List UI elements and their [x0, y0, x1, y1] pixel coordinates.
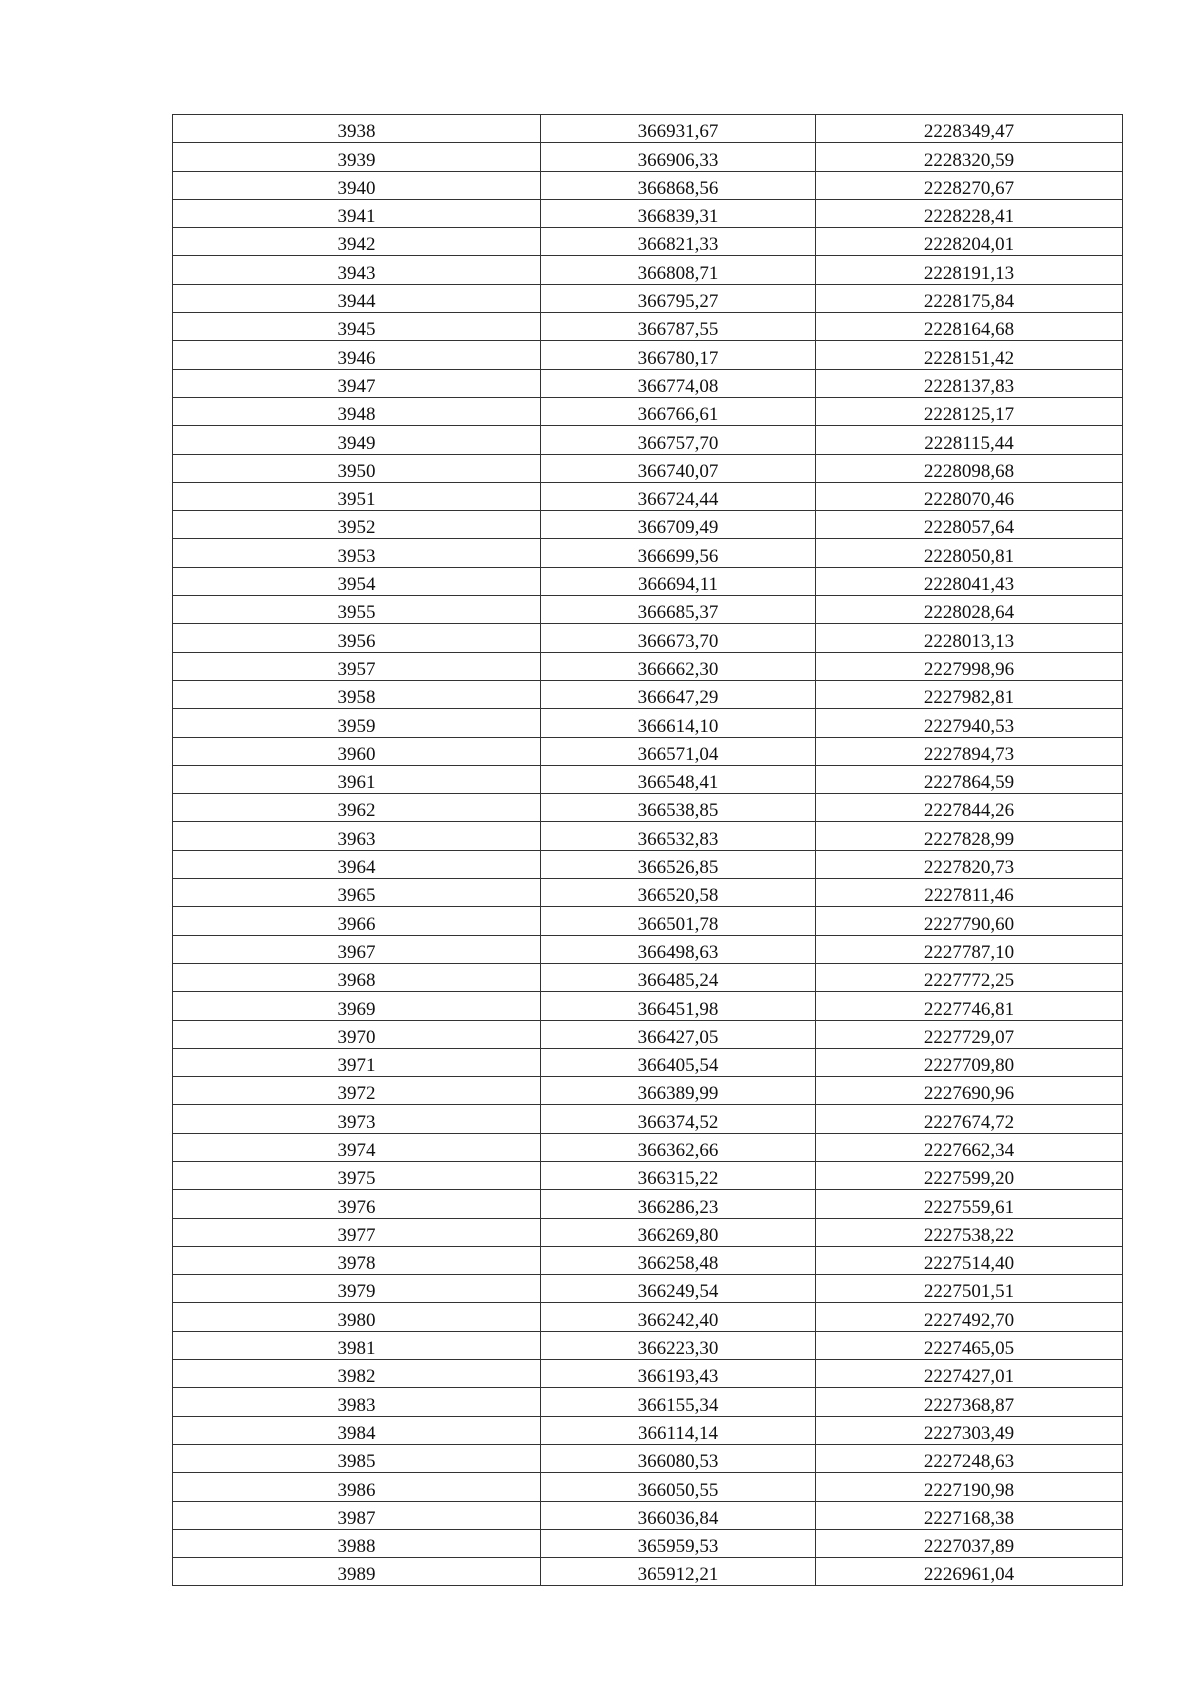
table-row	[173, 143, 1123, 171]
table-row	[173, 1275, 1123, 1303]
point-number-cell: 3984	[173, 1416, 541, 1444]
table-row	[173, 1303, 1123, 1331]
point-number-cell: 3950	[173, 454, 541, 482]
x-coordinate-cell: 366315,22	[541, 1161, 816, 1189]
table-row	[173, 1416, 1123, 1444]
table-row	[173, 596, 1123, 624]
table-row	[173, 1388, 1123, 1416]
x-coordinate-cell: 366774,08	[541, 369, 816, 397]
point-number-cell: 3981	[173, 1331, 541, 1359]
y-coordinate-cell: 2227998,96	[816, 652, 1123, 680]
y-coordinate-cell: 2227037,89	[816, 1529, 1123, 1557]
x-coordinate-cell: 366647,29	[541, 680, 816, 708]
point-number-cell: 3941	[173, 199, 541, 227]
x-coordinate-cell: 366694,11	[541, 567, 816, 595]
table-row	[173, 1105, 1123, 1133]
y-coordinate-cell: 2227690,96	[816, 1077, 1123, 1105]
y-coordinate-cell: 2228137,83	[816, 369, 1123, 397]
x-coordinate-cell: 366839,31	[541, 199, 816, 227]
x-coordinate-cell: 366724,44	[541, 482, 816, 510]
table-row	[173, 482, 1123, 510]
x-coordinate-cell: 366868,56	[541, 171, 816, 199]
point-number-cell: 3940	[173, 171, 541, 199]
point-number-cell: 3960	[173, 737, 541, 765]
y-coordinate-cell: 2228028,64	[816, 596, 1123, 624]
y-coordinate-cell: 2227168,38	[816, 1501, 1123, 1529]
coordinates-table-body	[173, 115, 1123, 1586]
table-row	[173, 794, 1123, 822]
table-row	[173, 850, 1123, 878]
table-row	[173, 171, 1123, 199]
x-coordinate-cell: 366808,71	[541, 256, 816, 284]
y-coordinate-cell: 2227368,87	[816, 1388, 1123, 1416]
table-row	[173, 1246, 1123, 1274]
x-coordinate-cell: 366532,83	[541, 822, 816, 850]
point-number-cell: 3957	[173, 652, 541, 680]
table-row	[173, 907, 1123, 935]
y-coordinate-cell: 2227828,99	[816, 822, 1123, 850]
x-coordinate-cell: 366427,05	[541, 1020, 816, 1048]
x-coordinate-cell: 366526,85	[541, 850, 816, 878]
x-coordinate-cell: 366242,40	[541, 1303, 816, 1331]
table-row	[173, 1331, 1123, 1359]
x-coordinate-cell: 366389,99	[541, 1077, 816, 1105]
point-number-cell: 3985	[173, 1444, 541, 1472]
y-coordinate-cell: 2228320,59	[816, 143, 1123, 171]
point-number-cell: 3944	[173, 284, 541, 312]
table-row	[173, 511, 1123, 539]
point-number-cell: 3954	[173, 567, 541, 595]
point-number-cell: 3988	[173, 1529, 541, 1557]
y-coordinate-cell: 2227820,73	[816, 850, 1123, 878]
table-row	[173, 1020, 1123, 1048]
point-number-cell: 3948	[173, 397, 541, 425]
point-number-cell: 3951	[173, 482, 541, 510]
y-coordinate-cell: 2226961,04	[816, 1558, 1123, 1586]
y-coordinate-cell: 2227662,34	[816, 1133, 1123, 1161]
point-number-cell: 3945	[173, 313, 541, 341]
y-coordinate-cell: 2227427,01	[816, 1360, 1123, 1388]
point-number-cell: 3964	[173, 850, 541, 878]
table-row	[173, 1048, 1123, 1076]
x-coordinate-cell: 366485,24	[541, 963, 816, 991]
y-coordinate-cell: 2228070,46	[816, 482, 1123, 510]
y-coordinate-cell: 2227190,98	[816, 1473, 1123, 1501]
y-coordinate-cell: 2227674,72	[816, 1105, 1123, 1133]
y-coordinate-cell: 2227894,73	[816, 737, 1123, 765]
table-row	[173, 256, 1123, 284]
point-number-cell: 3978	[173, 1246, 541, 1274]
point-number-cell: 3959	[173, 709, 541, 737]
point-number-cell: 3968	[173, 963, 541, 991]
x-coordinate-cell: 366374,52	[541, 1105, 816, 1133]
y-coordinate-cell: 2227492,70	[816, 1303, 1123, 1331]
point-number-cell: 3977	[173, 1218, 541, 1246]
x-coordinate-cell: 366795,27	[541, 284, 816, 312]
x-coordinate-cell: 366757,70	[541, 426, 816, 454]
point-number-cell: 3938	[173, 115, 541, 143]
table-row	[173, 284, 1123, 312]
point-number-cell: 3955	[173, 596, 541, 624]
y-coordinate-cell: 2228228,41	[816, 199, 1123, 227]
x-coordinate-cell: 366080,53	[541, 1444, 816, 1472]
x-coordinate-cell: 366193,43	[541, 1360, 816, 1388]
table-row	[173, 1190, 1123, 1218]
y-coordinate-cell: 2227982,81	[816, 680, 1123, 708]
y-coordinate-cell: 2227248,63	[816, 1444, 1123, 1472]
x-coordinate-cell: 366614,10	[541, 709, 816, 737]
y-coordinate-cell: 2228164,68	[816, 313, 1123, 341]
x-coordinate-cell: 366931,67	[541, 115, 816, 143]
x-coordinate-cell: 366405,54	[541, 1048, 816, 1076]
table-row	[173, 680, 1123, 708]
table-row	[173, 963, 1123, 991]
y-coordinate-cell: 2227787,10	[816, 935, 1123, 963]
y-coordinate-cell: 2227772,25	[816, 963, 1123, 991]
table-row	[173, 313, 1123, 341]
y-coordinate-cell: 2227864,59	[816, 765, 1123, 793]
coordinates-table	[172, 114, 1123, 1586]
x-coordinate-cell: 366685,37	[541, 596, 816, 624]
x-coordinate-cell: 366821,33	[541, 228, 816, 256]
x-coordinate-cell: 366451,98	[541, 992, 816, 1020]
table-row	[173, 1133, 1123, 1161]
y-coordinate-cell: 2227811,46	[816, 879, 1123, 907]
table-row	[173, 1444, 1123, 1472]
y-coordinate-cell: 2227514,40	[816, 1246, 1123, 1274]
point-number-cell: 3971	[173, 1048, 541, 1076]
point-number-cell: 3979	[173, 1275, 541, 1303]
y-coordinate-cell: 2228050,81	[816, 539, 1123, 567]
y-coordinate-cell: 2228270,67	[816, 171, 1123, 199]
table-row	[173, 567, 1123, 595]
point-number-cell: 3947	[173, 369, 541, 397]
x-coordinate-cell: 366673,70	[541, 624, 816, 652]
y-coordinate-cell: 2227538,22	[816, 1218, 1123, 1246]
y-coordinate-cell: 2228349,47	[816, 115, 1123, 143]
point-number-cell: 3966	[173, 907, 541, 935]
table-row	[173, 992, 1123, 1020]
table-row	[173, 228, 1123, 256]
x-coordinate-cell: 366787,55	[541, 313, 816, 341]
table-row	[173, 1501, 1123, 1529]
point-number-cell: 3949	[173, 426, 541, 454]
x-coordinate-cell: 366662,30	[541, 652, 816, 680]
table-row	[173, 1473, 1123, 1501]
point-number-cell: 3939	[173, 143, 541, 171]
point-number-cell: 3952	[173, 511, 541, 539]
y-coordinate-cell: 2227501,51	[816, 1275, 1123, 1303]
point-number-cell: 3970	[173, 1020, 541, 1048]
table-row	[173, 369, 1123, 397]
table-row	[173, 1161, 1123, 1189]
x-coordinate-cell: 366362,66	[541, 1133, 816, 1161]
x-coordinate-cell: 366114,14	[541, 1416, 816, 1444]
y-coordinate-cell: 2228057,64	[816, 511, 1123, 539]
table-row	[173, 397, 1123, 425]
y-coordinate-cell: 2228013,13	[816, 624, 1123, 652]
point-number-cell: 3967	[173, 935, 541, 963]
y-coordinate-cell: 2227790,60	[816, 907, 1123, 935]
x-coordinate-cell: 365959,53	[541, 1529, 816, 1557]
x-coordinate-cell: 366906,33	[541, 143, 816, 171]
point-number-cell: 3989	[173, 1558, 541, 1586]
table-row	[173, 879, 1123, 907]
point-number-cell: 3958	[173, 680, 541, 708]
x-coordinate-cell: 366498,63	[541, 935, 816, 963]
y-coordinate-cell: 2227303,49	[816, 1416, 1123, 1444]
y-coordinate-cell: 2227709,80	[816, 1048, 1123, 1076]
x-coordinate-cell: 366520,58	[541, 879, 816, 907]
point-number-cell: 3974	[173, 1133, 541, 1161]
table-row	[173, 1077, 1123, 1105]
table-row	[173, 737, 1123, 765]
point-number-cell: 3969	[173, 992, 541, 1020]
point-number-cell: 3946	[173, 341, 541, 369]
table-row	[173, 822, 1123, 850]
point-number-cell: 3942	[173, 228, 541, 256]
x-coordinate-cell: 366548,41	[541, 765, 816, 793]
point-number-cell: 3965	[173, 879, 541, 907]
x-coordinate-cell: 366258,48	[541, 1246, 816, 1274]
table-row	[173, 765, 1123, 793]
x-coordinate-cell: 366766,61	[541, 397, 816, 425]
table-row	[173, 341, 1123, 369]
x-coordinate-cell: 366780,17	[541, 341, 816, 369]
point-number-cell: 3962	[173, 794, 541, 822]
x-coordinate-cell: 365912,21	[541, 1558, 816, 1586]
table-row	[173, 624, 1123, 652]
y-coordinate-cell: 2227599,20	[816, 1161, 1123, 1189]
point-number-cell: 3943	[173, 256, 541, 284]
x-coordinate-cell: 366538,85	[541, 794, 816, 822]
x-coordinate-cell: 366709,49	[541, 511, 816, 539]
y-coordinate-cell: 2228098,68	[816, 454, 1123, 482]
point-number-cell: 3963	[173, 822, 541, 850]
point-number-cell: 3961	[173, 765, 541, 793]
x-coordinate-cell: 366249,54	[541, 1275, 816, 1303]
y-coordinate-cell: 2228115,44	[816, 426, 1123, 454]
point-number-cell: 3956	[173, 624, 541, 652]
point-number-cell: 3972	[173, 1077, 541, 1105]
point-number-cell: 3953	[173, 539, 541, 567]
y-coordinate-cell: 2228125,17	[816, 397, 1123, 425]
y-coordinate-cell: 2227465,05	[816, 1331, 1123, 1359]
point-number-cell: 3982	[173, 1360, 541, 1388]
table-row	[173, 709, 1123, 737]
x-coordinate-cell: 366036,84	[541, 1501, 816, 1529]
y-coordinate-cell: 2228191,13	[816, 256, 1123, 284]
table-row	[173, 935, 1123, 963]
y-coordinate-cell: 2227940,53	[816, 709, 1123, 737]
y-coordinate-cell: 2228204,01	[816, 228, 1123, 256]
x-coordinate-cell: 366571,04	[541, 737, 816, 765]
y-coordinate-cell: 2227746,81	[816, 992, 1123, 1020]
point-number-cell: 3987	[173, 1501, 541, 1529]
x-coordinate-cell: 366269,80	[541, 1218, 816, 1246]
y-coordinate-cell: 2228175,84	[816, 284, 1123, 312]
point-number-cell: 3976	[173, 1190, 541, 1218]
x-coordinate-cell: 366223,30	[541, 1331, 816, 1359]
point-number-cell: 3975	[173, 1161, 541, 1189]
table-row	[173, 1360, 1123, 1388]
table-row	[173, 1529, 1123, 1557]
point-number-cell: 3983	[173, 1388, 541, 1416]
y-coordinate-cell: 2227729,07	[816, 1020, 1123, 1048]
table-row	[173, 426, 1123, 454]
x-coordinate-cell: 366050,55	[541, 1473, 816, 1501]
y-coordinate-cell: 2227844,26	[816, 794, 1123, 822]
table-row	[173, 199, 1123, 227]
x-coordinate-cell: 366699,56	[541, 539, 816, 567]
table-row	[173, 115, 1123, 143]
point-number-cell: 3986	[173, 1473, 541, 1501]
table-row	[173, 1218, 1123, 1246]
x-coordinate-cell: 366740,07	[541, 454, 816, 482]
table-row	[173, 454, 1123, 482]
y-coordinate-cell: 2228151,42	[816, 341, 1123, 369]
x-coordinate-cell: 366155,34	[541, 1388, 816, 1416]
x-coordinate-cell: 366501,78	[541, 907, 816, 935]
point-number-cell: 3973	[173, 1105, 541, 1133]
y-coordinate-cell: 2228041,43	[816, 567, 1123, 595]
table-row	[173, 1558, 1123, 1586]
y-coordinate-cell: 2227559,61	[816, 1190, 1123, 1218]
table-row	[173, 652, 1123, 680]
point-number-cell: 3980	[173, 1303, 541, 1331]
table-row	[173, 539, 1123, 567]
x-coordinate-cell: 366286,23	[541, 1190, 816, 1218]
